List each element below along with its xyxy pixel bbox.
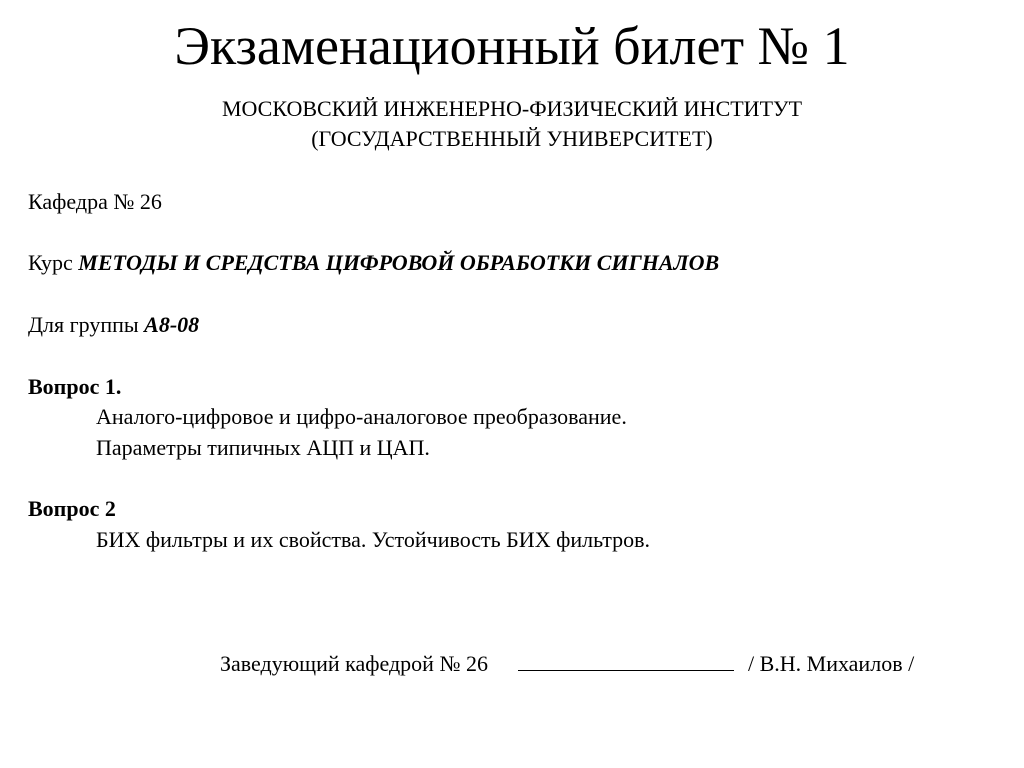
- signature-position: Заведующий кафедрой № 26: [220, 651, 488, 676]
- institute-line-1: МОСКОВСКИЙ ИНЖЕНЕРНО-ФИЗИЧЕСКИЙ ИНСТИТУТ: [221, 96, 803, 121]
- question-1-line-1: Аналого-цифровое и цифро-аналоговое преобразование.: [96, 404, 627, 429]
- question-2-line-1: БИХ фильтры и их свойства. Устойчивость БИХ фильтров.: [96, 527, 651, 552]
- signature-line: [518, 648, 734, 671]
- group-row: [28, 310, 199, 340]
- signature-row: [220, 648, 914, 679]
- ticket-title: Экзаменационный билет № 1: [174, 16, 850, 76]
- department: Кафедра № 26: [28, 189, 162, 214]
- course-label: Курс: [28, 250, 73, 275]
- question-1-line-2: Параметры типичных АЦП и ЦАП.: [96, 435, 430, 460]
- institute-line-2: (ГОСУДАРСТВЕННЫЙ УНИВЕРСИТЕТ): [311, 126, 713, 151]
- course-row: [28, 248, 719, 278]
- question-1-heading: Вопрос 1.: [28, 374, 122, 399]
- group-value: А8-08: [144, 312, 200, 337]
- group-label: Для группы: [28, 312, 139, 337]
- question-2-heading: Вопрос 2: [28, 496, 116, 521]
- institute-name: [0, 94, 1024, 154]
- course-name: МЕТОДЫ И СРЕДСТВА ЦИФРОВОЙ ОБРАБОТКИ СИГНАЛОВ: [78, 250, 720, 275]
- signature-name: / В.Н. Михаилов /: [747, 651, 915, 676]
